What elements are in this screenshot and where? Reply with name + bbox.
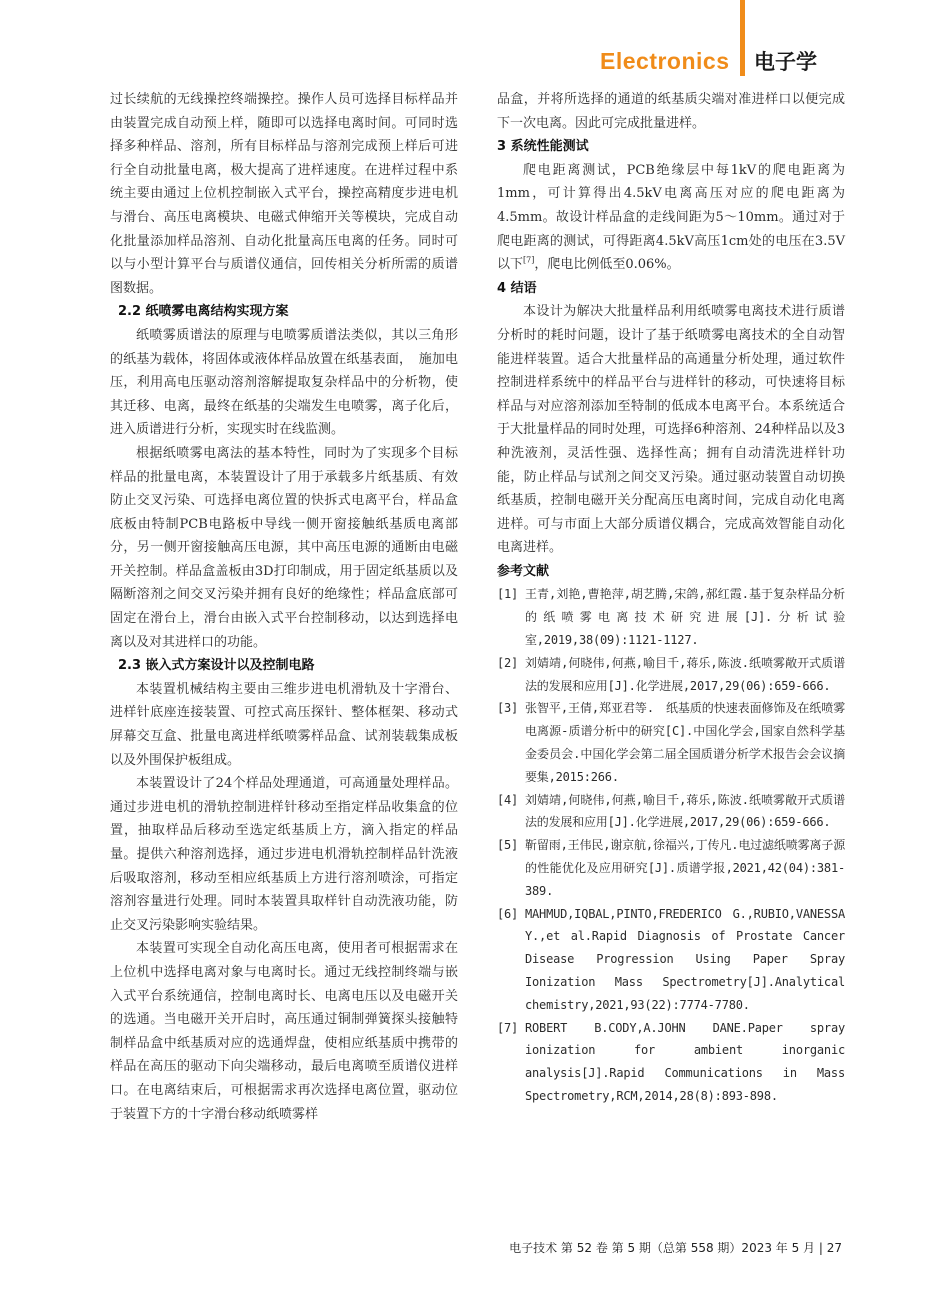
reference-number: [6] — [497, 906, 519, 921]
section-heading-3: 3 系统性能测试 — [497, 139, 589, 155]
paragraph-text: ，爬电比例低至0.06%。 — [534, 257, 680, 273]
page-footer: 电子技术 第 52 卷 第 5 期（总第 558 期）2023 年 5 月 | 27 — [509, 1241, 842, 1255]
reference-item — [497, 652, 845, 698]
reference-item — [497, 1017, 845, 1108]
paragraph: 品盒，并将所选择的通道的纸基质尖端对准进样口以便完成下一次电离。因此可完成批量进样。 — [497, 92, 845, 131]
paragraph: 本装置可实现全自动化高压电离，使用者可根据需求在上位机中选择电离对象与电离时长。通过无线控制终端与嵌入式平台系统通信，控制电离时长、电离电压以及电磁开关的选通。当电磁开关开启时，高压通过铜制弹簧探头接触特制样品盒中纸基质对应的选通焊盘，使相应纸基质中携带的样品在高压的驱动下向尖端移动，最后电离喷至质谱仪进样口。在电离结束后，可根据需求再次选择电离位置，驱动位于装置下方的十字滑台移动纸喷雾样 — [110, 941, 458, 1122]
paragraph: 过长续航的无线操控终端操控。操作人员可选择目标样品并由装置完成自动预上样，随即可以选择电离时间。可同时选择多种样品、溶剂，所有目标样品与溶剂完成预上样后可进行全自动批量电离，极大提高了进样速度。在进样过程中系统主要由通过上位机控制嵌入式平台，操控高精度步进电机与滑台、高压电离模块、电磁式伸缩开关等模块，完成自动化批量添加样品溶剂、自动化批量高压电离的任务。同时可以与小型计算平台与质谱仪通信，回传相关分析所需的质谱图数据。 — [110, 92, 458, 296]
paragraph — [497, 159, 845, 277]
paragraph: 纸喷雾质谱法的原理与电喷雾质谱法类似，其以三角形的纸基为载体，将固体或液体样品放置在纸基表面， 施加电压，利用高电压驱动溶剂溶解提取复杂样品中的分析物，使其迁移、电离，最终在纸基的尖端发生电喷雾，离子化后，进入质谱进行分析，实现实时在线监测。 — [110, 327, 458, 438]
section-heading-2-3: 2.3 嵌入式方案设计以及控制电路 — [118, 658, 315, 674]
reference-number: [3] — [497, 701, 519, 716]
reference-text: 刘婧靖,何晓伟,何燕,喻目千,蒋乐,陈波.纸喷雾敞开式质谱法的发展和应用[J].化学进展,2017,29(06):659-666. — [525, 792, 845, 830]
section-heading-4: 4 结语 — [497, 280, 537, 296]
left-column — [110, 88, 458, 1126]
reference-item — [497, 583, 845, 651]
paragraph: 本装置机械结构主要由三维步进电机滑轨及十字滑台、进样针底座连接装置、可控式高压探针、整体框架、移动式屏幕交互盒、批量电离进样纸喷雾样品盒、试剂装载集成板以及外围保护板组成。 — [110, 681, 458, 768]
right-column — [497, 88, 845, 1108]
reference-item — [497, 697, 845, 788]
reference-number: [1] — [497, 587, 519, 602]
reference-number: [4] — [497, 792, 519, 807]
reference-item — [497, 903, 845, 1017]
reference-text: MAHMUD,IQBAL,PINTO,FREDERICO G.,RUBIO,VANESSA Y.,et al.Rapid Diagnosis of Prostate Cancer Disease Progression Using Paper Spray Ionization Mass Spectrometry[J].Analytical chemistry,2021,93(22):7774-7780. — [525, 906, 845, 1012]
reference-text: 刘婧靖,何晓伟,何燕,喻目千,蒋乐,陈波.纸喷雾敞开式质谱法的发展和应用[J].化学进展,2017,29(06):659-666. — [525, 655, 845, 693]
reference-text: 王青,刘艳,曹艳萍,胡艺腾,宋鸽,郝红霞.基于复杂样品分析的纸喷雾电离技术研究进展[J].分析试验室,2019,38(09):1121-1127. — [525, 587, 845, 648]
paragraph-text: 爬电距离测试，PCB绝缘层中每1kV的爬电距离为1mm，可计算得出4.5kV电离高压对应的爬电距离为4.5mm。故设计样品盒的走线间距为5～10mm。通过对于爬电距离的测试，可得距离4.5kV高压1cm处的电压在3.5V以下 — [497, 162, 845, 273]
references-heading: 参考文献 — [497, 563, 550, 579]
paragraph: 本装置设计了24个样品处理通道，可高通量处理样品。通过步进电机的滑轨控制进样针移动至指定样品收集盒的位置，抽取样品后移动至选定纸基质上方，滴入指定的样品量。提供六种溶剂选择，通过步进电机滑轨控制样品针洗液后吸取溶剂，移动至相应纸基质上方进行溶剂喷涂，可指定溶剂容量进行处理。同时本装置具取样针自动洗液功能，防止交叉污染影响实验结果。 — [110, 776, 458, 933]
journal-brand-chinese: 电子学 — [754, 50, 817, 74]
paragraph: 本设计为解决大批量样品利用纸喷雾电离技术进行质谱分析时的耗时问题，设计了基于纸喷雾电离技术的全自动智能进样装置。适合大批量样品的高通量分析处理，通过软件控制进样系统中的样品平台与进样针的移动，可快速将目标样品与对应溶剂添加至特制的低成本电离平台。本系统适合于大批量样品的同时处理，可选择6种溶剂、24种样品以及3种洗液剂，灵活性强、选择性高；拥有自动清洗进样针功能，防止样品与试剂之间交叉污染。通过驱动装置自动切换纸基质，控制电磁开关分配高压电离时间，完成自动化电离进样。可与市面上大部分质谱仪耦合，完成高效智能自动化电离进样。 — [497, 304, 845, 556]
reference-text: ROBERT B.CODY,A.JOHN DANE.Paper spray ionization for ambient inorganic analysis[J].Rapid Communications in Mass Spectrometry,RCM,2014,28(8):893-898. — [525, 1020, 845, 1103]
reference-list — [497, 583, 845, 1107]
reference-text: 靳留雨,王伟民,谢京航,徐福兴,丁传凡.电过滤纸喷雾离子源的性能优化及应用研究[J].质谱学报,2021,42(04):381-389. — [525, 838, 845, 898]
section-heading-2-2: 2.2 纸喷雾电离结构实现方案 — [118, 304, 289, 320]
journal-brand-english: Electronics — [600, 48, 730, 74]
reference-number: [2] — [497, 655, 519, 670]
header-accent-bar — [740, 0, 745, 76]
reference-text: 张智平,王倩,郑亚君等. 纸基质的快速表面修饰及在纸喷雾电离源-质谱分析中的研究[C].中国化学会,国家自然科学基金委员会.中国化学会第二届全国质谱分析学术报告会会议摘要集,2015:266. — [525, 701, 845, 784]
reference-number: [7] — [497, 1020, 519, 1035]
reference-number: [5] — [497, 838, 519, 853]
reference-item — [497, 789, 845, 835]
citation-link[interactable]: [7] — [523, 255, 535, 265]
reference-item — [497, 834, 845, 902]
paragraph: 根据纸喷雾电离法的基本特性，同时为了实现多个目标样品的批量电离，本装置设计了用于承载多片纸基质、有效防止交叉污染、可选择电离位置的快拆式电离平台，样品盒底板由特制PCB电路板中导线一侧开窗接触纸基质电离部分，另一侧开窗接触高压电源，其中高压电源的通断由电磁开关控制。样品盒盖板由3D打印制成，用于固定纸基质以及隔断溶剂之间交叉污染并拥有良好的绝缘性；样品盒底部可固定在滑台上，滑台由嵌入式平台控制移动，以达到选择电离以及对其进样口的功能。 — [110, 445, 458, 650]
